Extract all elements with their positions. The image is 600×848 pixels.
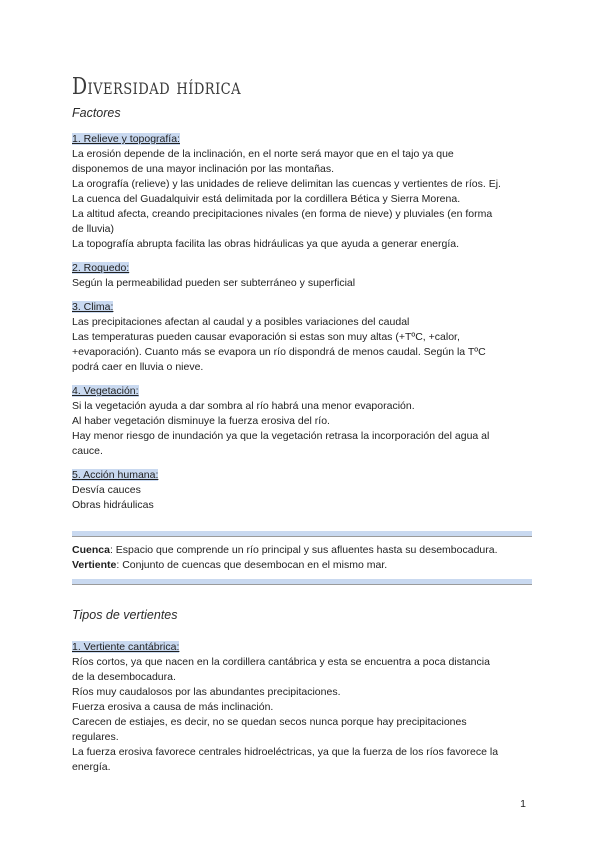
text-line: Si la vegetación ayuda a dar sombra al río habrá una menor evaporación. bbox=[72, 400, 415, 412]
text-line: cauce. bbox=[72, 445, 103, 457]
document-page bbox=[72, 72, 532, 781]
text-line: energía. bbox=[72, 761, 111, 773]
text-line: Según la permeabilidad pueden ser subterráneo y superficial bbox=[72, 277, 356, 289]
text-line: podrá caer en lluvia o nieve. bbox=[72, 361, 204, 373]
text-line: La altitud afecta, creando precipitaciones nivales (en forma de nieve) y pluviales (en forma bbox=[72, 208, 493, 220]
text-line: de lluvia) bbox=[72, 223, 115, 235]
page-number: 1 bbox=[520, 798, 526, 810]
section-subtitle-vertientes: Tipos de vertientes bbox=[72, 608, 178, 622]
section-heading: 2. Roquedo: bbox=[72, 262, 130, 274]
text-line: Ríos cortos, ya que nacen en la cordillera cantábrica y esta se encuentra a poca distancia bbox=[72, 656, 490, 668]
text-line: Obras hidráulicas bbox=[72, 499, 154, 511]
definition-text: : Conjunto de cuencas que desembocan en el mismo mar. bbox=[116, 559, 388, 571]
document-title: Diversidad hídrica bbox=[72, 74, 242, 100]
text-line: Desvía cauces bbox=[72, 484, 141, 496]
factor-section bbox=[72, 381, 532, 459]
divider-top bbox=[72, 531, 532, 537]
definition-term: Cuenca bbox=[72, 544, 110, 556]
text-line: disponemos de una mayor inclinación por las montañas. bbox=[72, 163, 335, 175]
section-heading: 1. Vertiente cantábrica: bbox=[72, 641, 180, 653]
text-line: Hay menor riesgo de inundación ya que la vegetación retrasa la incorporación del agua al bbox=[72, 430, 490, 442]
text-line: La cuenca del Guadalquivir está delimitada por la cordillera Bética y Sierra Morena. bbox=[72, 193, 461, 205]
text-line: +evaporación). Cuanto más se evapora un río dispondrá de menos caudal. Según la TºC bbox=[72, 346, 486, 358]
text-line: Fuerza erosiva a causa de más inclinación. bbox=[72, 701, 274, 713]
text-line: Las precipitaciones afectan al caudal y a posibles variaciones del caudal bbox=[72, 316, 410, 328]
text-line: regulares. bbox=[72, 731, 119, 743]
section-heading: 3. Clima: bbox=[72, 301, 114, 313]
section-vertiente-cantabrica bbox=[72, 637, 532, 775]
section-heading: 4. Vegetación: bbox=[72, 385, 139, 397]
divider-bottom bbox=[72, 579, 532, 585]
section-heading: 5. Acción humana: bbox=[72, 469, 159, 481]
factor-section bbox=[72, 258, 532, 291]
definition-text: : Espacio que comprende un río principal y sus afluentes hasta su desembocadura. bbox=[109, 544, 498, 556]
text-line: La erosión depende de la inclinación, en el norte será mayor que en el tajo ya que bbox=[72, 148, 454, 160]
text-line: La fuerza erosiva favorece centrales hidroeléctricas, ya que la fuerza de los ríos favorece la bbox=[72, 746, 499, 758]
definition-term: Vertiente bbox=[72, 559, 117, 571]
factor-section bbox=[72, 297, 532, 375]
text-line: Las temperaturas pueden causar evaporación si estas son muy altas (+TºC, +calor, bbox=[72, 331, 460, 343]
factors-list bbox=[72, 129, 532, 513]
factor-section bbox=[72, 465, 532, 513]
text-line: Al haber vegetación disminuye la fuerza erosiva del río. bbox=[72, 415, 330, 427]
text-line: La topografía abrupta facilita las obras hidráulicas ya que ayuda a generar energía. bbox=[72, 238, 460, 250]
text-line: Carecen de estiajes, es decir, no se quedan secos nunca porque hay precipitaciones bbox=[72, 716, 467, 728]
text-line: La orografía (relieve) y las unidades de relieve delimitan las cuencas y vertientes de ríos. Ej. bbox=[72, 178, 501, 190]
section-heading: 1. Relieve y topografía: bbox=[72, 133, 180, 145]
text-line: de la desembocadura. bbox=[72, 671, 176, 683]
text-line: Ríos muy caudalosos por las abundantes precipitaciones. bbox=[72, 686, 341, 698]
definitions-block bbox=[72, 543, 532, 573]
section-subtitle-factores: Factores bbox=[72, 106, 121, 120]
definition-vertiente bbox=[72, 558, 532, 573]
factor-section bbox=[72, 129, 532, 252]
definition-cuenca bbox=[72, 543, 532, 558]
